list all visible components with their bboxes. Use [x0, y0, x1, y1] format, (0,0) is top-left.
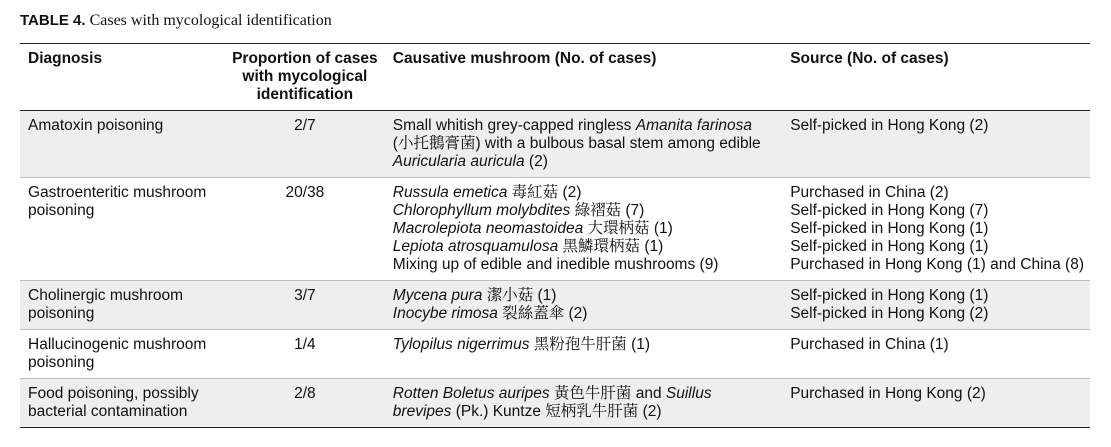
- diagnosis-cell: Food poisoning, possibly bacterial contamination: [28, 385, 199, 420]
- mushroom-text: 裂絲蓋傘 (2): [497, 305, 588, 322]
- source-line: Purchased in Hong Kong (2): [790, 385, 986, 402]
- scientific-name: Mycena pura: [392, 287, 483, 304]
- header-row: [20, 44, 1090, 111]
- mushroom-line: [393, 305, 776, 323]
- source-line: Purchased in China (1): [790, 336, 949, 353]
- header-proportion: Proportion of cases with mycological identification: [232, 50, 378, 103]
- mushroom-cell: [385, 281, 782, 330]
- table-row: [20, 281, 1090, 330]
- mushroom-line: [393, 220, 776, 238]
- proportion-cell: 2/8: [294, 385, 316, 402]
- source-line: Purchased in China (2): [790, 184, 949, 201]
- scientific-name: Amanita farinosa: [635, 117, 753, 134]
- mushroom-line: [393, 184, 776, 202]
- mushroom-text: 黑粉孢牛肝菌 (1): [529, 336, 651, 353]
- mushroom-text: 毒紅菇 (2): [507, 184, 582, 201]
- mushroom-cell: [385, 178, 782, 281]
- source-line: Self-picked in Hong Kong (1): [790, 220, 989, 237]
- scientific-name: Rotten Boletus auripes: [392, 385, 550, 402]
- mushroom-text: 大環柄菇 (1): [583, 220, 673, 237]
- source-line: Self-picked in Hong Kong (1): [790, 238, 989, 255]
- source-line: Self-picked in Hong Kong (2): [790, 305, 989, 322]
- diagnosis-cell: Hallucinogenic mushroom poisoning: [28, 336, 207, 371]
- scientific-name: Macrolepiota neomastoidea: [392, 220, 584, 237]
- table-label: TABLE 4.: [20, 12, 86, 29]
- mushroom-line: [393, 385, 776, 403]
- mushroom-text: (小托鵝膏菌) with a bulbous basal stem among edible: [392, 135, 761, 152]
- table-caption: [20, 12, 332, 30]
- mushroom-line: [393, 403, 776, 421]
- mycology-table: [20, 43, 1090, 428]
- scientific-name: Lepiota atrosquamulosa: [392, 238, 559, 255]
- table-row: [20, 178, 1090, 281]
- table-row: [20, 111, 1090, 178]
- scientific-name: brevipes: [392, 403, 452, 420]
- mushroom-line: [393, 287, 776, 305]
- table-row: [20, 379, 1090, 428]
- source-line: Self-picked in Hong Kong (2): [790, 117, 989, 134]
- mushroom-line: [393, 256, 776, 274]
- mushroom-line: [393, 238, 776, 256]
- table-title: Cases with mycological identification: [89, 12, 332, 29]
- header-source: Source (No. of cases): [790, 50, 949, 67]
- scientific-name: Tylopilus nigerrimus: [392, 336, 530, 353]
- mushroom-text: 黃色牛肝菌 and: [549, 385, 666, 402]
- mushroom-text: 綠褶菇 (7): [570, 202, 645, 219]
- scientific-name: Suillus: [665, 385, 712, 402]
- mushroom-text: 潔小菇 (1): [482, 287, 557, 304]
- mushroom-cell: [385, 111, 782, 178]
- header-mushroom: Causative mushroom (No. of cases): [392, 50, 657, 67]
- source-cell: [782, 178, 1090, 281]
- proportion-cell: 20/38: [285, 184, 325, 201]
- source-cell: [782, 330, 1090, 379]
- mushroom-line: [393, 202, 776, 220]
- source-line: Self-picked in Hong Kong (7): [790, 202, 989, 219]
- source-cell: [782, 111, 1090, 178]
- proportion-cell: 2/7: [294, 117, 316, 134]
- mushroom-line: [393, 336, 776, 354]
- mushroom-text: (2): [524, 153, 548, 170]
- scientific-name: Russula emetica: [392, 184, 508, 201]
- scientific-name: Inocybe rimosa: [392, 305, 498, 322]
- mushroom-text: Small whitish grey-capped ringless: [392, 117, 636, 134]
- mushroom-text: Mixing up of edible and inedible mushrooms (9): [392, 256, 719, 273]
- mushroom-cell: [385, 379, 782, 428]
- mushroom-cell: [385, 330, 782, 379]
- source-line: Purchased in Hong Kong (1) and China (8): [790, 256, 1084, 273]
- source-line: Self-picked in Hong Kong (1): [790, 287, 989, 304]
- source-cell: [782, 281, 1090, 330]
- source-cell: [782, 379, 1090, 428]
- proportion-cell: 3/7: [294, 287, 316, 304]
- mushroom-text: (Pk.) Kuntze 短柄乳牛肝菌 (2): [451, 403, 662, 420]
- header-diagnosis: Diagnosis: [28, 50, 103, 67]
- diagnosis-cell: Gastroenteritic mushroom poisoning: [28, 184, 207, 219]
- scientific-name: Auricularia auricula: [392, 153, 525, 170]
- table-row: [20, 330, 1090, 379]
- diagnosis-cell: Cholinergic mushroom poisoning: [28, 287, 184, 322]
- mushroom-text: 黑鱗環柄菇 (1): [558, 238, 664, 255]
- diagnosis-cell: Amatoxin poisoning: [28, 117, 164, 134]
- proportion-cell: 1/4: [294, 336, 316, 353]
- scientific-name: Chlorophyllum molybdites: [392, 202, 571, 219]
